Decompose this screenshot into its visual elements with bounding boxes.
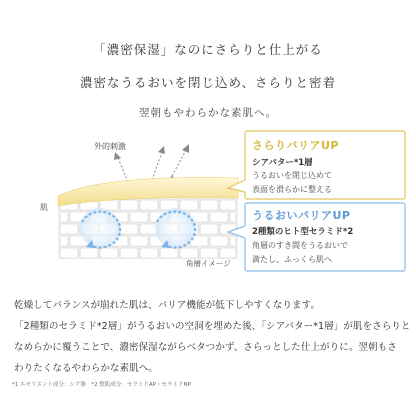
skin-cell <box>60 248 78 258</box>
skin-cell <box>120 224 138 234</box>
moist-barrier-body: 角層のすき間をうるおいで 満たし、ふっくら肌へ <box>252 241 348 264</box>
layer-image-label: 角層イメージ <box>186 259 231 268</box>
skin-cell <box>190 236 208 246</box>
body-line: 「2種類のセラミド*2層」がうるおいの空洞を埋めた後、「シアバター*1層」が肌をさらりと <box>14 321 411 332</box>
skin-cell <box>130 236 148 246</box>
skin-cell <box>60 212 68 222</box>
skin-cell <box>140 248 158 258</box>
body-line: わりたくなるやわらかな素肌へ。 <box>14 363 158 374</box>
body-text <box>14 295 410 379</box>
lead-text: 濃密なうるおいを閉じ込め、さらりと密着 <box>79 75 336 90</box>
body-line: なめらかに覆うことで、濃密保湿ながらベタつかず、さらっとした仕上がりに。翌朝もさ <box>14 342 397 353</box>
skin-cell <box>230 212 236 222</box>
smooth-barrier-body: うるおいを閉じ込めて 表面を滑らかに整える <box>252 171 332 194</box>
skin-cell <box>120 248 138 258</box>
external-stimulus-label: 外的刺激 <box>94 142 126 151</box>
sublead-text: 翌朝もやわらかな素肌へ。 <box>139 107 277 119</box>
skin-cell <box>180 200 198 210</box>
smooth-barrier-subtitle: シアバター*1層 <box>252 158 313 168</box>
skin-cell <box>200 248 218 258</box>
main-title: 「濃密保湿」なのにさらりと仕上がる <box>93 42 323 57</box>
skin-cell <box>160 248 178 258</box>
skin-cell <box>180 248 198 258</box>
smooth-barrier-title: さらりバリアUP <box>252 139 339 152</box>
skin-cell <box>80 248 98 258</box>
skin-cell <box>220 200 236 210</box>
skin-cell <box>140 200 158 210</box>
footnote: *1 エモリエント成分：シア脂 *2 整肌成分：セラミドAP・セラミドNP <box>12 382 191 388</box>
skin-cell <box>60 224 78 234</box>
skin-cell <box>130 212 148 222</box>
body-line: 乾燥してバランスが崩れた肌は、バリア機能が低下しやすくなります。 <box>14 300 320 311</box>
moist-barrier-title: うるおいバリアUP <box>252 209 351 222</box>
moist-barrier-subtitle: 2種類のヒト型セラミド*2 <box>252 227 354 237</box>
external-stimulus-arrows <box>118 150 186 182</box>
skin-label: 肌 <box>40 203 48 212</box>
skin-cell <box>60 236 68 246</box>
skin-cell <box>210 212 228 222</box>
skin-cell <box>230 236 236 246</box>
skin-cell <box>120 200 138 210</box>
skin-cell <box>200 224 218 234</box>
skin-cell <box>210 236 228 246</box>
skin-cell <box>100 248 118 258</box>
skin-cell <box>220 248 236 258</box>
skin-cell <box>200 200 218 210</box>
